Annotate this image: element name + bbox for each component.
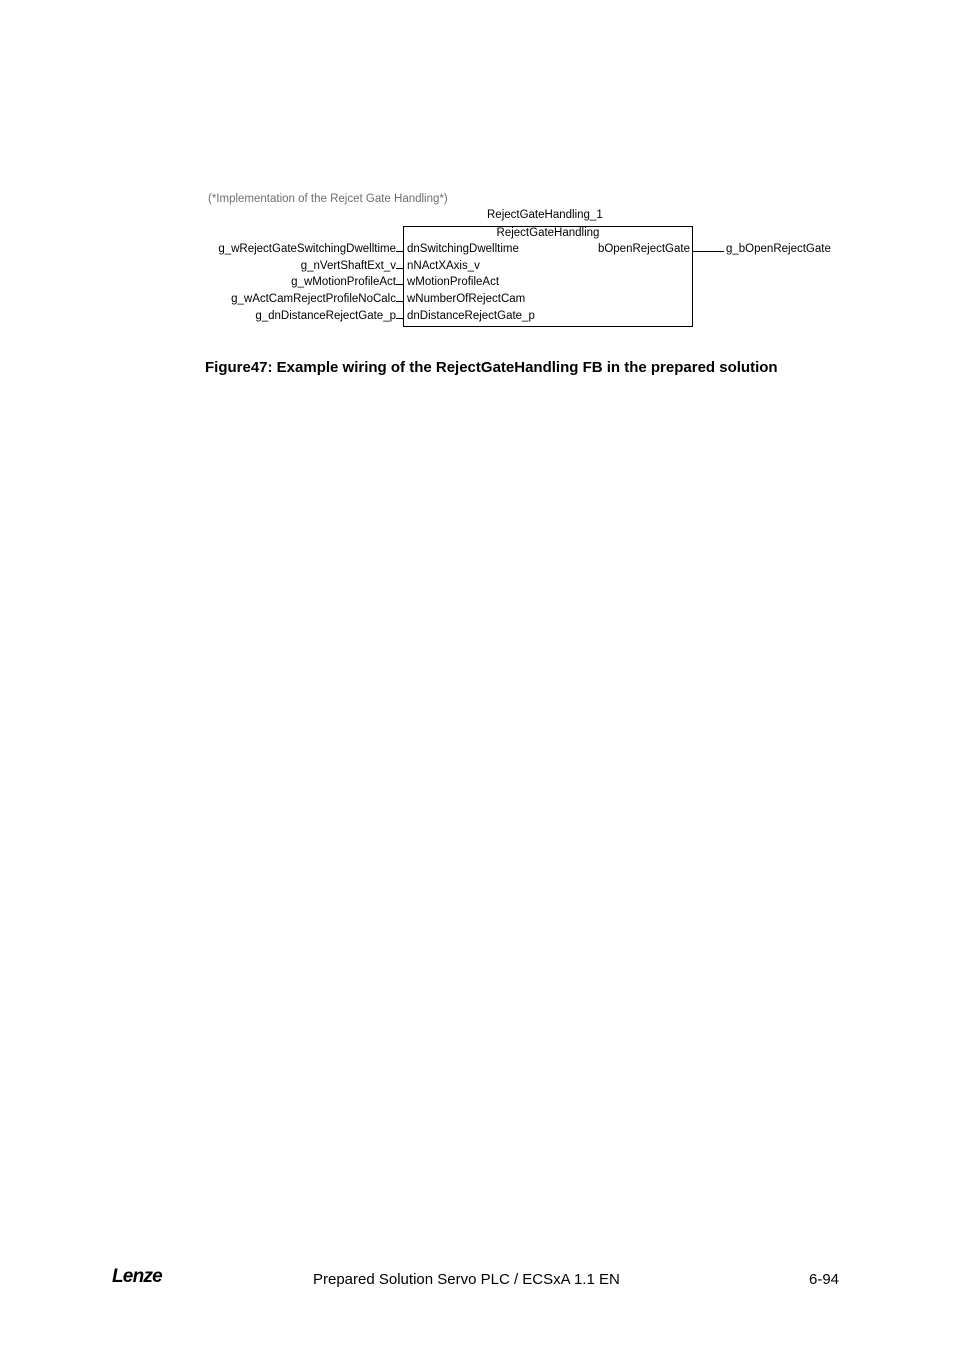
page-number: 6-94: [809, 1271, 840, 1288]
input-wire: [396, 301, 403, 302]
output-variable: g_bOpenRejectGate: [726, 243, 831, 255]
input-variable: g_wActCamRejectProfileNoCalc: [231, 293, 396, 305]
fb-type-name: RejectGateHandling: [496, 227, 600, 239]
footer-title: Prepared Solution Servo PLC / ECSxA 1.1 EN: [313, 1271, 620, 1288]
input-wire: [396, 318, 403, 319]
input-pin: dnSwitchingDwelltime: [407, 243, 519, 255]
figure-caption: Figure47: Example wiring of the RejectGateHandling FB in the prepared solution: [205, 359, 778, 376]
lenze-logo: Lenze: [112, 1266, 162, 1287]
fb-instance-name: RejectGateHandling_1: [487, 209, 603, 221]
input-variable: g_dnDistanceRejectGate_p: [255, 310, 396, 322]
input-variable: g_nVertShaftExt_v: [300, 260, 396, 272]
input-pin: wMotionProfileAct: [407, 276, 500, 288]
input-pin: wNumberOfRejectCam: [407, 293, 526, 305]
input-wire: [396, 284, 403, 285]
output-wire: [692, 251, 724, 252]
input-pin: nNActXAxis_v: [407, 260, 480, 272]
diagram-comment: (*Implementation of the Rejcet Gate Handling*): [208, 193, 448, 205]
input-wire: [396, 251, 403, 252]
input-variable: g_wMotionProfileAct: [291, 276, 396, 288]
input-wire: [396, 268, 403, 269]
input-pin: dnDistanceRejectGate_p: [407, 310, 535, 322]
input-variable: g_wRejectGateSwitchingDwelltime: [218, 243, 396, 255]
output-pin: bOpenRejectGate: [597, 243, 690, 255]
